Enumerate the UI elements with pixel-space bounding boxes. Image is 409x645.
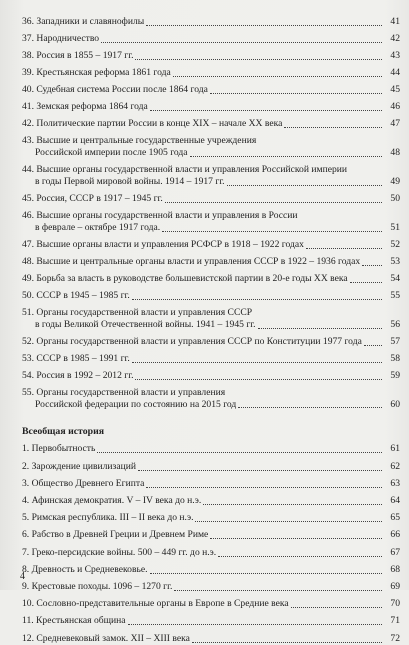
toc-entry-title: 41. Земская реформа 1864 года	[22, 101, 148, 112]
toc-entry[interactable]	[22, 290, 400, 302]
toc-entry-page: 66	[390, 529, 400, 541]
toc-entry-title: 42. Политические партии России в конце XIX – начале XX века	[22, 118, 283, 129]
toc-entry-title: 2. Зарождение цивилизаций	[22, 460, 137, 472]
toc-entry[interactable]	[22, 387, 400, 411]
toc-entry-page: 43	[390, 50, 400, 61]
toc-entry[interactable]	[22, 529, 400, 541]
section-title-world-history: Всеобщая история	[22, 426, 105, 438]
toc-entry[interactable]	[22, 495, 400, 507]
toc-entry[interactable]	[22, 478, 400, 490]
toc-entry[interactable]	[22, 370, 400, 382]
toc-entry-page: 44	[390, 67, 400, 78]
dot-leader	[258, 328, 382, 329]
toc-entry-page: 64	[390, 495, 400, 507]
toc-entry-title: 52. Органы государственной власти и управления СССР по Конституции 1977 года	[22, 335, 362, 347]
toc-entry[interactable]	[22, 164, 400, 188]
toc-entry-page: 45	[390, 84, 400, 95]
dot-leader	[362, 265, 382, 266]
toc-entry-page: 58	[390, 352, 400, 364]
toc-entry-title: в годы Великой Отечественной войны. 1941 – 1945 гг.	[35, 318, 256, 330]
dot-leader	[162, 231, 382, 232]
toc-entry-title: 7. Греко-персидские войны. 500 – 449 гг. до н.э.	[22, 546, 217, 558]
toc-entry-page: 63	[390, 477, 400, 489]
dot-leader	[192, 642, 382, 643]
toc-list-world-history	[22, 443, 400, 644]
dot-leader	[195, 521, 382, 522]
toc-entry-title: 55. Органы государственной власти и управления	[22, 386, 226, 398]
toc-entry-page: 70	[390, 598, 400, 610]
toc-entry-title: 40. Судебная система России после 1864 года	[22, 84, 208, 95]
dot-leader	[135, 59, 382, 60]
dot-leader	[284, 127, 382, 128]
toc-entry-title: 44. Высшие органы государственной власти и управления Российской империи	[22, 163, 348, 175]
toc-entry[interactable]	[22, 336, 400, 348]
dot-leader	[132, 299, 382, 300]
toc-entry-page: 49	[390, 175, 400, 187]
dot-leader	[97, 452, 382, 453]
toc-entry-title: 49. Борьба за власть в руководстве большевистской партии в 20-е годы XX века	[22, 272, 348, 284]
toc-entry-title: в феврале – октябре 1917 года.	[35, 221, 161, 233]
toc-entry[interactable]	[22, 353, 400, 365]
toc-entry-title: 3. Общество Древнего Египта	[22, 477, 145, 489]
toc-entry-title: 43. Высшие и центральные государственные учреждения	[22, 135, 257, 146]
dot-leader	[210, 93, 382, 94]
toc-entry-page: 54	[390, 272, 400, 284]
toc-entry-title: 36. Западники и славянофилы	[22, 16, 145, 27]
toc-entry-title: 53. СССР в 1985 – 1991 гг.	[22, 352, 130, 364]
page-number: 4	[20, 571, 25, 582]
dot-leader	[350, 282, 382, 283]
toc-entry-title: 37. Народничество	[22, 33, 100, 44]
toc-entry-title: 4. Афинская демократия. V – IV века до н.э.	[22, 495, 202, 507]
toc-entry-title: 10. Сословно-представительные органы в Европе в Средние века	[22, 598, 289, 610]
toc-entry[interactable]	[22, 135, 400, 159]
toc-entry[interactable]	[22, 443, 400, 455]
toc-entry-title: 47. Высшие органы власти и управления РСФСР в 1918 – 1922 годах	[22, 238, 304, 250]
dot-leader	[138, 470, 382, 471]
dot-leader	[238, 407, 382, 408]
dot-leader	[146, 487, 382, 488]
dot-leader	[135, 379, 382, 380]
dot-leader	[173, 76, 382, 77]
dot-leader	[190, 156, 382, 157]
toc-entry[interactable]	[22, 193, 400, 205]
toc-entry-title: 12. Средневековый замок. XII – XIII века	[22, 632, 190, 644]
dot-leader	[128, 624, 382, 625]
toc-entry-page: 67	[390, 546, 400, 558]
toc-entry[interactable]	[22, 273, 400, 285]
dot-leader	[132, 362, 382, 363]
toc-entry-title: 1. Первобытность	[22, 443, 96, 455]
toc-entry-title: в годы Первой мировой войны. 1914 – 1917 гг.	[35, 175, 225, 187]
toc-entry-page: 52	[390, 238, 400, 250]
toc-entry-page: 55	[390, 289, 400, 301]
toc-entry-page: 46	[390, 101, 400, 112]
toc-entry-page: 65	[390, 512, 400, 524]
toc-entry-page: 59	[390, 369, 400, 381]
dot-leader	[291, 607, 382, 608]
toc-entry[interactable]	[22, 256, 400, 268]
toc-entry-title: Российской империи после 1905 года	[35, 146, 188, 158]
toc-entry-page: 51	[390, 221, 400, 233]
dot-leader	[165, 202, 382, 203]
toc-entry[interactable]	[22, 101, 400, 113]
toc-entry-title: 11. Крестьянская община	[22, 615, 126, 627]
dot-leader	[306, 248, 382, 249]
dot-leader	[210, 538, 382, 539]
toc-entry-page: 60	[390, 398, 400, 410]
toc-entry[interactable]	[22, 564, 400, 576]
toc-entry-title: 45. Россия, СССР в 1917 – 1945 гг.	[22, 192, 163, 204]
toc-entry-title: 8. Древность и Средневековье.	[22, 563, 148, 575]
toc-entry[interactable]	[22, 67, 400, 79]
toc-entry-page: 69	[390, 581, 400, 593]
dot-leader	[174, 590, 382, 591]
toc-entry-page: 53	[390, 255, 400, 267]
toc-entry[interactable]	[22, 210, 400, 234]
toc-entry-title: Российской федерации по состоянию на 2015 год	[35, 398, 237, 410]
dot-leader	[227, 185, 382, 186]
dot-leader	[203, 504, 382, 505]
toc-entry[interactable]	[22, 239, 400, 251]
toc-entry-page: 57	[390, 335, 400, 347]
toc-entry[interactable]	[22, 615, 400, 627]
toc-entry-title: 51. Органы государственной власти и управления СССР	[22, 306, 253, 318]
toc-entry-page: 61	[390, 443, 400, 455]
toc-entry-page: 47	[390, 118, 400, 129]
toc-entry-page: 56	[390, 318, 400, 330]
toc-entry-title: 5. Римская республика. III – II века до н.э.	[22, 512, 194, 524]
dot-leader	[101, 42, 382, 43]
toc-entry[interactable]	[22, 307, 400, 331]
toc-entry-title: 50. СССР в 1945 – 1985 гг.	[22, 289, 130, 301]
dot-leader	[150, 573, 382, 574]
toc-entry-page: 71	[390, 615, 400, 627]
toc-entry-title: 9. Крестовые походы. 1096 – 1270 гг.	[22, 581, 173, 593]
toc-entry-title: 48. Высшие и центральные органы власти и управления СССР в 1922 – 1936 годах	[22, 255, 361, 267]
toc-entry[interactable]	[22, 633, 400, 645]
toc-entry[interactable]	[22, 512, 400, 524]
toc-list-russian-history	[22, 16, 400, 410]
dot-leader	[364, 345, 382, 346]
toc-entry-title: 39. Крестьянская реформа 1861 года	[22, 67, 171, 78]
toc-entry[interactable]	[22, 50, 400, 62]
toc-entry-page: 42	[390, 33, 400, 44]
toc-entry-page: 62	[390, 460, 400, 472]
toc-entry-page: 72	[390, 632, 400, 644]
toc-entry[interactable]	[22, 461, 400, 473]
toc-entry[interactable]	[22, 118, 400, 130]
toc-entry[interactable]	[22, 16, 400, 28]
toc-entry-page: 41	[390, 16, 400, 27]
dot-leader	[146, 25, 382, 26]
toc-entry-title: 38. Россия в 1855 – 1917 гг.	[22, 50, 134, 61]
toc-entry-page: 68	[390, 563, 400, 575]
toc-entry-title: 46. Высшие органы государственной власти и управления в России	[22, 209, 298, 221]
toc-entry[interactable]	[22, 33, 400, 45]
toc-entry-page: 50	[390, 192, 400, 204]
dot-leader	[150, 110, 382, 111]
toc-entry-title: 6. Рабство в Древней Греции и Древнем Риме	[22, 529, 209, 541]
toc-entry[interactable]	[22, 547, 400, 559]
toc-entry-title: 54. Россия в 1992 – 2012 гг.	[22, 369, 134, 381]
toc-entry-page: 48	[390, 146, 400, 158]
toc-entry[interactable]	[22, 581, 400, 593]
toc-entry[interactable]	[22, 598, 400, 610]
toc-entry[interactable]	[22, 84, 400, 96]
dot-leader	[218, 556, 382, 557]
